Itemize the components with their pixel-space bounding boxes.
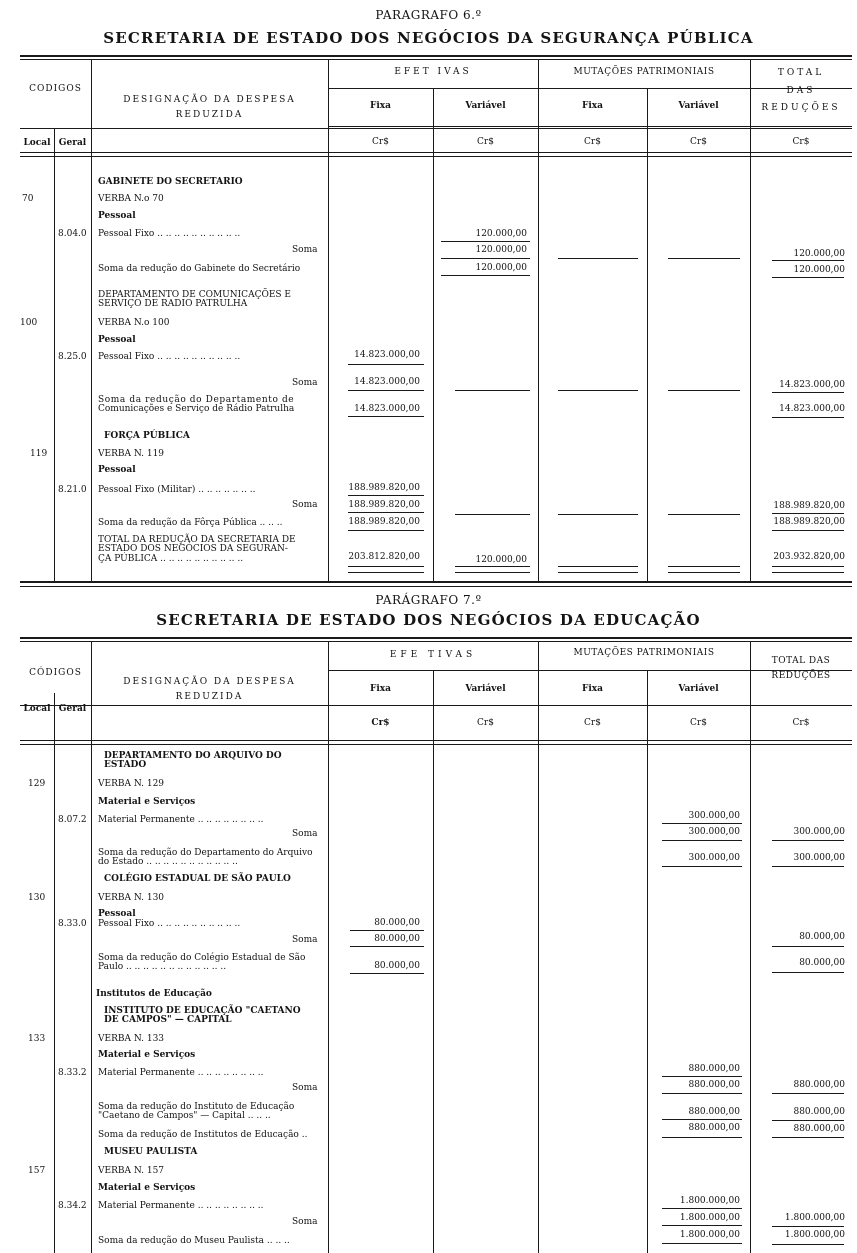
sum-rule — [772, 1120, 844, 1121]
header-designacao: DESIGNAÇÃO DA DESPESA — [123, 677, 296, 687]
reduction-sum-label: Soma da redução do Departamento do Arquivo — [98, 848, 313, 858]
sum-rule — [668, 566, 740, 567]
value-total: 1.800.000,00 — [784, 1230, 845, 1240]
sum-rule — [558, 514, 638, 515]
soma-label: Soma — [292, 935, 318, 945]
header-mutacoes-fixa: Fixa — [581, 684, 603, 694]
header-total-2: REDUÇÕES — [771, 671, 831, 681]
sum-rule — [662, 1137, 742, 1138]
currency-label: Cr$ — [584, 718, 601, 728]
item-label: Pessoal Fixo .. .. .. .. .. .. .. .. .. .. — [98, 352, 241, 362]
subhead-rule-2 — [20, 705, 852, 706]
col-divider-fixa — [433, 88, 434, 581]
sum-rule — [772, 530, 844, 531]
code-local: 130 — [28, 893, 46, 903]
verba-label: VERBA N. 130 — [98, 893, 165, 903]
unit-title: DEPARTAMENTO DE COMUNICAÇÕES E — [98, 290, 292, 300]
value-efetivas-fixa: 203.812.820,00 — [348, 552, 420, 562]
item-label: Pessoal Fixo (Militar) .. .. .. .. .. .. .. — [98, 485, 256, 495]
value-total: 300.000,00 — [793, 827, 845, 837]
reduction-sum-label: Soma da redução da Fôrça Pública .. .. .. — [98, 518, 283, 528]
currency-label: Cr$ — [792, 718, 810, 728]
header-efetivas-variavel: Variável — [465, 101, 506, 111]
sum-rule — [668, 572, 740, 573]
table-bottom-rule — [20, 581, 852, 583]
sum-rule — [558, 566, 638, 567]
sum-rule — [772, 840, 844, 841]
sum-rule — [662, 1119, 742, 1120]
value-total: 203.932.820,00 — [773, 552, 845, 562]
code-local: 119 — [30, 449, 48, 459]
col-divider-local — [54, 693, 55, 1253]
total-label: TOTAL DA REDUÇÃO DA SECRETARIA DE — [98, 535, 296, 545]
code-geral: 8.21.0 — [58, 485, 87, 495]
category-label: Material e Serviços — [98, 797, 196, 807]
unit-title: COLÉGIO ESTADUAL DE SÃO PAULO — [104, 874, 291, 884]
sum-rule — [455, 390, 530, 391]
sum-rule — [350, 946, 424, 947]
value-mutacoes-variavel: 300.000,00 — [688, 853, 740, 863]
value-total: 880.000,00 — [793, 1107, 845, 1117]
sum-rule — [558, 390, 638, 391]
codes-subhead-rule — [20, 128, 852, 129]
header-mutacoes: MUTAÇÕES PATRIMONIAIS — [573, 67, 715, 77]
value-efetivas-fixa: 80.000,00 — [374, 961, 420, 971]
value-efetivas-variavel: 120.000,00 — [475, 263, 527, 273]
currency-label: Cr$ — [690, 718, 707, 728]
header-efetivas-fixa: Fixa — [369, 101, 391, 111]
section-7-title: SECRETARIA DE ESTADO DOS NEGÓCIOS DA EDUCAÇÃO — [156, 611, 701, 629]
sum-rule — [772, 1244, 844, 1245]
header-efetivas-variavel: Variável — [465, 684, 506, 694]
category-label: Material e Serviços — [98, 1183, 196, 1193]
header-efetivas-fixa: Fixa — [369, 684, 391, 694]
unit-title: GABINETE DO SECRETARIO — [98, 177, 243, 187]
sum-rule — [348, 495, 424, 496]
sum-rule — [772, 572, 844, 573]
value-efetivas-fixa: 188.989.820,00 — [348, 500, 420, 510]
currency-label: Cr$ — [477, 137, 494, 147]
value-total: 300.000,00 — [793, 853, 845, 863]
value-mutacoes-variavel: 1.800.000,00 — [679, 1213, 740, 1223]
value-total: 188.989.820,00 — [773, 501, 845, 511]
col-divider-mut-fixa — [647, 88, 648, 581]
value-efetivas-fixa: 188.989.820,00 — [348, 483, 420, 493]
total-label-3: ÇA PÚBLICA .. .. .. .. .. .. .. .. .. .. — [98, 554, 244, 564]
sum-rule — [348, 364, 424, 365]
header-bottom-rule — [20, 740, 852, 741]
value-efetivas-fixa: 188.989.820,00 — [348, 517, 420, 527]
sum-rule — [772, 417, 844, 418]
header-geral: Geral — [58, 138, 87, 148]
header-bottom-rule-2 — [20, 744, 852, 745]
sum-rule — [772, 392, 844, 393]
value-mutacoes-variavel: 880.000,00 — [688, 1107, 740, 1117]
sum-rule — [772, 1093, 844, 1094]
value-total: 120.000,00 — [793, 249, 845, 259]
table-top-rule — [20, 55, 852, 57]
value-efetivas-variavel: 120.000,00 — [475, 229, 527, 239]
value-total: 1.800.000,00 — [784, 1213, 845, 1223]
value-total: 80.000,00 — [799, 958, 845, 968]
reduction-sum-label: Soma da redução do Departamento de — [98, 395, 295, 405]
sum-rule — [772, 866, 844, 867]
sum-rule — [441, 275, 530, 276]
verba-label: VERBA N.o 100 — [98, 318, 170, 328]
code-local: 129 — [28, 779, 46, 789]
currency-label: Cr$ — [792, 137, 810, 147]
header-bottom-rule — [20, 152, 852, 153]
header-designacao-2: REDUZIDA — [175, 692, 244, 702]
table-top-rule-thin — [20, 641, 852, 642]
soma-label: Soma — [292, 1217, 318, 1227]
header-mutacoes-variavel: Variável — [678, 101, 719, 111]
verba-label: VERBA N. 129 — [98, 779, 165, 789]
value-total: 120.000,00 — [793, 265, 845, 275]
sum-rule — [348, 572, 424, 573]
verba-label: VERBA N. 157 — [98, 1166, 165, 1176]
value-efetivas-fixa: 14.823.000,00 — [354, 404, 420, 414]
sum-rule — [348, 390, 424, 391]
value-mutacoes-variavel: 300.000,00 — [688, 811, 740, 821]
code-geral: 8.25.0 — [58, 352, 87, 362]
header-mutacoes-variavel: Variável — [678, 684, 719, 694]
header-codigos: CODIGOS — [29, 84, 82, 94]
col-divider-efetivas — [538, 641, 539, 1253]
sum-rule — [558, 258, 638, 259]
code-geral: 8.33.0 — [58, 919, 87, 929]
code-local: 100 — [20, 318, 38, 328]
soma-label: Soma — [292, 829, 318, 839]
sum-rule — [772, 566, 844, 567]
value-total: 880.000,00 — [793, 1080, 845, 1090]
item-label: Material Permanente .. .. .. .. .. .. .. .. — [98, 1068, 264, 1078]
sum-rule — [558, 572, 638, 573]
verba-label: VERBA N. 133 — [98, 1034, 165, 1044]
header-total-3: REDUÇÕES — [761, 103, 841, 113]
unit-title: MUSEU PAULISTA — [104, 1147, 198, 1157]
reduction-sum-label: Soma da redução de Institutos de Educação .. — [98, 1130, 308, 1140]
value-efetivas-fixa: 80.000,00 — [374, 918, 420, 928]
col-divider-local — [54, 128, 55, 581]
col-divider-designacao — [328, 641, 329, 1253]
reduction-sum-label: Soma da redução do Museu Paulista .. .. .. — [98, 1236, 290, 1246]
value-efetivas-variavel: 120.000,00 — [475, 555, 527, 565]
col-divider-geral — [91, 641, 92, 1253]
verba-label: VERBA N.o 70 — [98, 194, 164, 204]
reduction-sum-label: Soma da redução do Instituto de Educação — [98, 1102, 295, 1112]
reduction-sum-label: Soma da redução do Colégio Estadual de São — [98, 953, 306, 963]
unit-title: INSTITUTO DE EDUCAÇÃO "CAETANO — [104, 1006, 301, 1016]
paragraph-7-heading: PARÁGRAFO 7.º — [375, 593, 482, 607]
unit-title: FORÇA PÚBLICA — [104, 431, 190, 441]
header-total: TOTAL DAS — [771, 656, 831, 666]
sum-rule — [668, 390, 740, 391]
value-mutacoes-variavel: 300.000,00 — [688, 827, 740, 837]
reduction-sum-label-2: Comunicações e Serviço de Rádio Patrulha — [98, 404, 295, 414]
value-efetivas-variavel: 120.000,00 — [475, 245, 527, 255]
header-mutacoes: MUTAÇÕES PATRIMONIAIS — [573, 648, 715, 658]
header-efetivas: EFE TIVAS — [389, 650, 477, 660]
sum-rule — [662, 823, 742, 824]
total-label-2: ESTADO DOS NEGÓCIOS DA SEGURAN- — [98, 544, 288, 554]
sum-rule — [441, 258, 530, 259]
sum-rule — [668, 258, 740, 259]
currency-label: Cr$ — [372, 137, 389, 147]
currency-label: Cr$ — [477, 718, 494, 728]
item-label: Pessoal Fixo .. .. .. .. .. .. .. .. .. .. — [98, 919, 241, 929]
sum-rule — [348, 512, 424, 513]
category-label: Pessoal — [98, 211, 136, 221]
sum-rule — [455, 572, 530, 573]
value-total: 188.989.820,00 — [773, 517, 845, 527]
category-label: Pessoal — [98, 335, 136, 345]
item-label: Material Permanente .. .. .. .. .. .. .. .. — [98, 1201, 264, 1211]
value-mutacoes-variavel: 880.000,00 — [688, 1064, 740, 1074]
code-local: 157 — [28, 1166, 46, 1176]
unit-title-line-2: SERVIÇO DE RADIO PATRULHA — [98, 299, 248, 309]
sum-rule — [662, 1208, 742, 1209]
sum-rule — [662, 1093, 742, 1094]
sum-rule — [662, 1076, 742, 1077]
header-local: Local — [23, 704, 51, 714]
value-total: 80.000,00 — [799, 932, 845, 942]
item-label: Material Permanente .. .. .. .. .. .. .. .. — [98, 815, 264, 825]
reduction-sum-label-2: Paulo .. .. .. .. .. .. .. .. .. .. .. .. — [98, 962, 227, 972]
sum-rule — [662, 1225, 742, 1226]
value-mutacoes-variavel: 880.000,00 — [688, 1123, 740, 1133]
paragraph-6-heading: PARAGRAFO 6.º — [375, 8, 482, 22]
soma-label: Soma — [292, 245, 318, 255]
reduction-sum-label-2: "Caetano de Campos" — Capital .. .. .. — [98, 1111, 271, 1121]
header-geral: Geral — [58, 704, 87, 714]
category-label: Material e Serviços — [98, 1050, 196, 1060]
table-bottom-rule-thin — [20, 586, 852, 587]
sum-rule — [662, 866, 742, 867]
header-codigos: CÓDIGOS — [29, 668, 82, 678]
reduction-sum-label: Soma da redução do Gabinete do Secretário — [98, 264, 301, 274]
item-label: Pessoal Fixo .. .. .. .. .. .. .. .. .. .. — [98, 229, 241, 239]
sum-rule — [772, 513, 844, 514]
sum-rule — [441, 241, 530, 242]
value-total: 880.000,00 — [793, 1124, 845, 1134]
sum-rule — [348, 530, 424, 531]
table-top-rule-thin — [20, 59, 852, 60]
sum-rule — [350, 973, 424, 974]
value-mutacoes-variavel: 880.000,00 — [688, 1080, 740, 1090]
soma-label: Soma — [292, 378, 318, 388]
group-title: Institutos de Educação — [96, 989, 212, 999]
value-efetivas-fixa: 14.823.000,00 — [354, 377, 420, 387]
unit-title-line-2: ESTADO — [104, 760, 147, 770]
sum-rule — [455, 514, 530, 515]
header-local: Local — [23, 138, 51, 148]
value-efetivas-fixa: 14.823.000,00 — [354, 350, 420, 360]
category-label: Pessoal — [98, 909, 136, 919]
code-local: 133 — [28, 1034, 46, 1044]
currency-label: Cr$ — [371, 718, 390, 728]
header-bottom-rule-2 — [20, 156, 852, 157]
currency-label: Cr$ — [584, 137, 601, 147]
sum-rule — [348, 416, 424, 417]
sum-rule — [350, 930, 424, 931]
sum-rule — [772, 972, 844, 973]
table-top-rule — [20, 637, 852, 639]
code-geral: 8.04.0 — [58, 229, 87, 239]
sum-rule — [662, 840, 742, 841]
soma-label: Soma — [292, 500, 318, 510]
sum-rule — [455, 566, 530, 567]
col-divider-geral — [91, 59, 92, 581]
sum-rule — [348, 566, 424, 567]
col-divider-fixa — [433, 670, 434, 1253]
value-mutacoes-variavel: 1.800.000,00 — [679, 1230, 740, 1240]
code-geral: 8.33.2 — [58, 1068, 87, 1078]
value-mutacoes-variavel: 1.800.000,00 — [679, 1196, 740, 1206]
header-total-2: DAS — [786, 86, 816, 96]
value-efetivas-fixa: 80.000,00 — [374, 934, 420, 944]
sum-rule — [772, 946, 844, 947]
unit-title: DEPARTAMENTO DO ARQUIVO DO — [104, 751, 282, 761]
value-total: 14.823.000,00 — [779, 404, 845, 414]
subhead-rule-2 — [328, 126, 852, 127]
header-efetivas: EFET IVAS — [394, 67, 472, 77]
unit-title-line-2: DE CAMPOS" — CAPITAL — [104, 1015, 232, 1025]
reduction-sum-label-2: do Estado .. .. .. .. .. .. .. .. .. .. .. — [98, 857, 238, 867]
verba-label: VERBA N. 119 — [98, 449, 165, 459]
code-geral: 8.34.2 — [58, 1201, 87, 1211]
code-local: 70 — [22, 194, 34, 204]
category-label: Pessoal — [98, 465, 136, 475]
currency-label: Cr$ — [690, 137, 707, 147]
soma-label: Soma — [292, 1083, 318, 1093]
sum-rule — [772, 1226, 844, 1227]
header-total: TOTAL — [777, 68, 825, 78]
sum-rule — [772, 277, 844, 278]
code-geral: 8.07.2 — [58, 815, 87, 825]
sum-rule — [668, 514, 740, 515]
sum-rule — [772, 1137, 844, 1138]
sum-rule — [662, 1243, 742, 1244]
col-divider-mutacoes — [750, 641, 751, 1253]
col-divider-mut-fixa — [647, 670, 648, 1253]
header-designacao-2: REDUZIDA — [175, 110, 244, 120]
value-total: 14.823.000,00 — [779, 380, 845, 390]
header-mutacoes-fixa: Fixa — [581, 101, 603, 111]
header-designacao: DESIGNAÇÃO DA DESPESA — [123, 95, 296, 105]
section-6-title: SECRETARIA DE ESTADO DOS NEGÓCIOS DA SEGURANÇA PÚBLICA — [103, 29, 754, 47]
sum-rule — [772, 260, 844, 261]
